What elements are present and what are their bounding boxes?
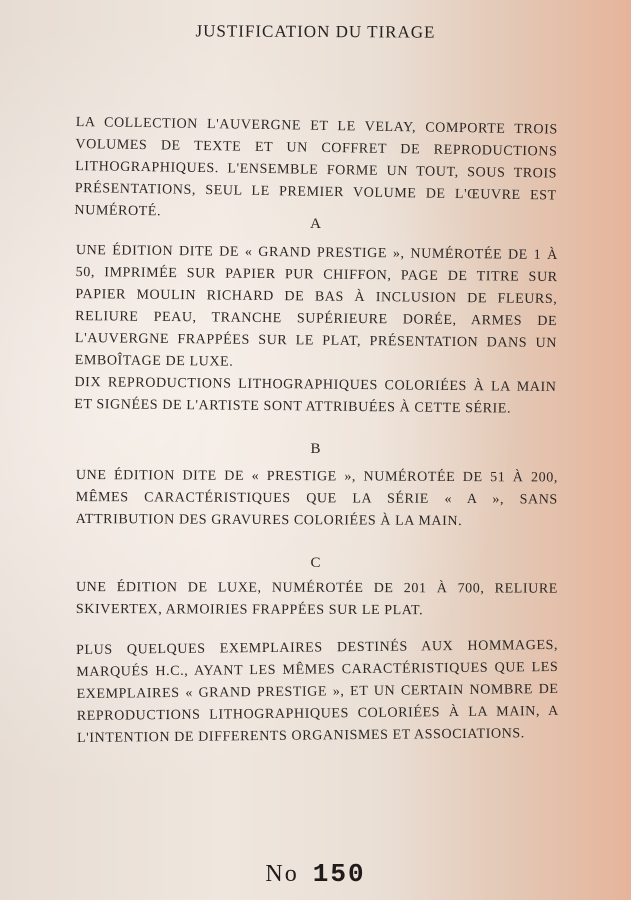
section-c-letter: C: [310, 555, 321, 571]
section-a-text: UNE ÉDITION DITE DE « GRAND PRESTIGE », NUMÉROTÉE DE 1 À 50, IMPRIMÉE SUR PAPIER PUR CHIFFON, PAGE DE TITRE SUR PAPIER MOULIN RICHARD DE BAS À INCLUSION DE FLEURS, RELIURE PEAU, TRANCHE SUPÉRIEURE DORÉE, ARMES DE L'AUVERGNE FRAPPÉES SUR LE PLAT, PRÉSENTATION DANS UN EMBOÎTAGE DE LUXE.: [74, 242, 558, 370]
section-b-letter: B: [310, 441, 321, 457]
section-c-text: UNE ÉDITION DE LUXE, NUMÉROTÉE DE 201 À 700, RELIURE SKIVERTEX, ARMOIRIES FRAPPÉES SUR LE PLAT.: [75, 580, 558, 619]
intro-paragraph: [74, 112, 558, 230]
number-label: No: [265, 861, 299, 887]
section-a: [74, 240, 558, 421]
closing-text: PLUS QUELQUES EXEMPLAIRES DESTINÉS AUX HOMMAGES, MARQUÉS H.C., AYANT LES MÊMES CARACTÉRISTIQUES QUE LES EXEMPLAIRES « GRAND PRESTIGE », ET UN CERTAIN NOMBRE DE REPRODUCTIONS LITHOGRAPHIQUES COLORIÉES À LA MAIN, A L'INTENTION DE DIFFERENTS ORGANISMES ET ASSOCIATIONS.: [76, 637, 559, 746]
section-c: [76, 577, 558, 623]
section-b: [76, 465, 558, 534]
intro-text: LA COLLECTION L'AUVERGNE ET LE VELAY, COMPORTE TROIS VOLUMES DE TEXTE ET UN COFFRET DE REPRODUCTIONS LITHOGRAPHIQUES. L'ENSEMBLE FORME UN TOUT, SOUS TROIS PRÉSENTATIONS, SEUL LE PREMIER VOLUME DE L'ŒUVRE EST NUMÉROTÉ.: [74, 114, 558, 220]
section-a-letter: A: [310, 216, 321, 232]
section-b-text: UNE ÉDITION DITE DE « PRESTIGE », NUMÉROTÉE DE 51 À 200, MÊMES CARACTÉRISTIQUES QUE LA SÉRIE « A », SANS ATTRIBUTION DES GRAVURES COLORIÉES À LA MAIN.: [75, 467, 558, 530]
number-value: 150: [312, 859, 366, 889]
page-title: JUSTIFICATION DU TIRAGE: [195, 21, 436, 42]
section-a-text-2: DIX REPRODUCTIONS LITHOGRAPHIQUES COLORIÉES À LA MAIN ET SIGNÉES DE L'ARTISTE SONT ATTRIBUÉES À CETTE SÉRIE.: [74, 374, 557, 417]
closing-paragraph: [76, 635, 559, 750]
copy-number: [0, 858, 631, 889]
